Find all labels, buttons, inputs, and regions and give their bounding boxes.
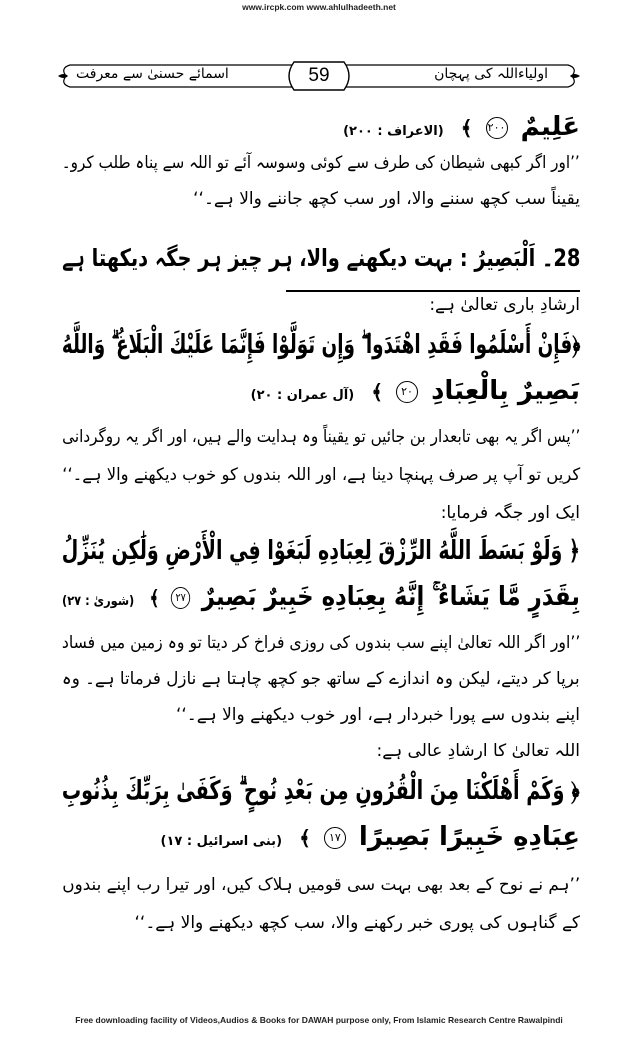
intro-line: ارشادِ باری تعالیٰ ہے: [429, 295, 580, 315]
top-url: www.ircpk.com www.ahlulhadeeth.net [242, 2, 396, 12]
translation-line: ’’ہم نے نوح کے بعد بھی بہت سی قومیں ہلاک کیں، اور تیرا رب اپنے بندوں [62, 875, 580, 895]
verse-line: ﴿فَإِنْ أَسْلَمُوا فَقَدِ اهْتَدَوا ۖ وَإِن تَوَلَّوْا فَإِنَّمَا عَلَيْكَ الْبَلَاغُ ۗ وَاللَّهُ [61, 330, 580, 360]
verse-text: بَصِيرٌ بِالْعِبَادِ [431, 376, 580, 406]
closing-bracket-icon: ﴾ [371, 380, 383, 404]
intro-line: ایک اور جگہ فرمایا: [440, 503, 580, 523]
verse-line: ﴿ وَكَمْ أَهْلَكْنَا مِنَ الْقُرُونِ مِن بَعْدِ نُوحٍ ۗ وَكَفَىٰ بِرَبِّكَ بِذُنُوبِ [62, 776, 580, 806]
closing-bracket-icon: ﴾ [149, 586, 160, 610]
footer-notice: Free downloading facility of Videos,Audios & Books for DAWAH purpose only, From Islamic Research Centre Rawalpindi [75, 1015, 563, 1025]
ayah-number-mark: ٢٧ [171, 587, 190, 609]
verse-reference: (بنی اسرائیل : ١٧) [160, 834, 283, 849]
header-chapter-title: اسمائے حسنیٰ سے معرفت [76, 66, 229, 82]
translation-line: کریں تو آپ پر صرف پہنچا دینا ہے، اور اللہ بندوں کو خوب دیکھنے والا ہے۔‘‘ [62, 465, 580, 485]
page-body [62, 104, 580, 984]
verse-line [161, 822, 580, 852]
verse-line: ﴿ وَلَوْ بَسَطَ اللَّهُ الرِّزْقَ لِعِبَادِهِ لَبَغَوْا فِي الْأَرْضِ وَلَٰكِن يُنَزِّلُ [61, 536, 580, 566]
translation-line: کے گناہوں کی پوری خبر رکھنے والا، سب کچھ دیکھنے والا ہے۔‘‘ [134, 913, 580, 933]
section-heading: 28۔ اَلْبَصِيرُ : بہت دیکھنے والا، ہر چیز ہر جگہ دیکھتا ہے [61, 244, 580, 272]
verse-text: عِبَادِهِ خَبِيرًا بَصِيرًا [358, 822, 580, 852]
header-book-title: اولیاءاللہ کی پہچان [434, 66, 548, 82]
translation-line: برپا کر دیتے، لیکن وہ اندازے کے ساتھ جو کچھ چاہتا ہے نازل فرماتا ہے۔ وہ [62, 669, 580, 689]
ayah-number-mark: ١٧ [324, 827, 346, 849]
translation-line: ’’پس اگر یہ بھی تابعدار بن جائیں تو یقیناً وہ ہدایت والے ہیں، اور اگر یہ روگردانی [61, 427, 580, 447]
verse-line [62, 582, 580, 613]
translation-line: ’’اور اگر کبھی شیطان کی طرف سے کوئی وسوسہ آئے تو اللہ سے پناہ طلب کرو۔ [62, 153, 580, 173]
verse-reference: (شوریٰ : ٢٧) [62, 594, 135, 609]
verse-text: بِقَدَرٍ مَّا يَشَاءُ ۚ إِنَّهُ بِعِبَادِهِ خَبِيرٌ بَصِيرٌ [201, 582, 581, 612]
translation-line: یقیناً سب کچھ سننے والا، اور سب کچھ جاننے والا ہے۔‘‘ [193, 189, 580, 209]
closing-bracket-icon: ﴾ [299, 826, 311, 850]
intro-line: اللہ تعالیٰ کا ارشادِ عالی ہے: [376, 741, 580, 761]
verse-line [343, 112, 580, 142]
verse-reference: (الاعراف : ٢٠٠) [343, 124, 444, 139]
verse-line [251, 376, 580, 406]
closing-bracket-icon: ﴾ [460, 116, 473, 140]
translation-line: ’’اور اگر اللہ تعالیٰ اپنے سب بندوں کی روزی فراخ کر دیتا تو وہ زمین میں فساد [61, 633, 580, 653]
ayah-number-mark: ٢٠٠ [486, 117, 508, 139]
page-header [56, 60, 582, 92]
translation-line: اپنے بندوں سے پورا خبردار ہے، اور خوب دیکھنے والا ہے۔‘‘ [175, 705, 580, 725]
page-number: 59 [308, 65, 330, 86]
heading-underline [286, 290, 580, 292]
ayah-number-mark: ٢٠ [396, 381, 418, 403]
verse-reference: (آل عمران : ٢٠) [250, 388, 355, 403]
verse-text: عَلِيمٌ [520, 112, 580, 142]
